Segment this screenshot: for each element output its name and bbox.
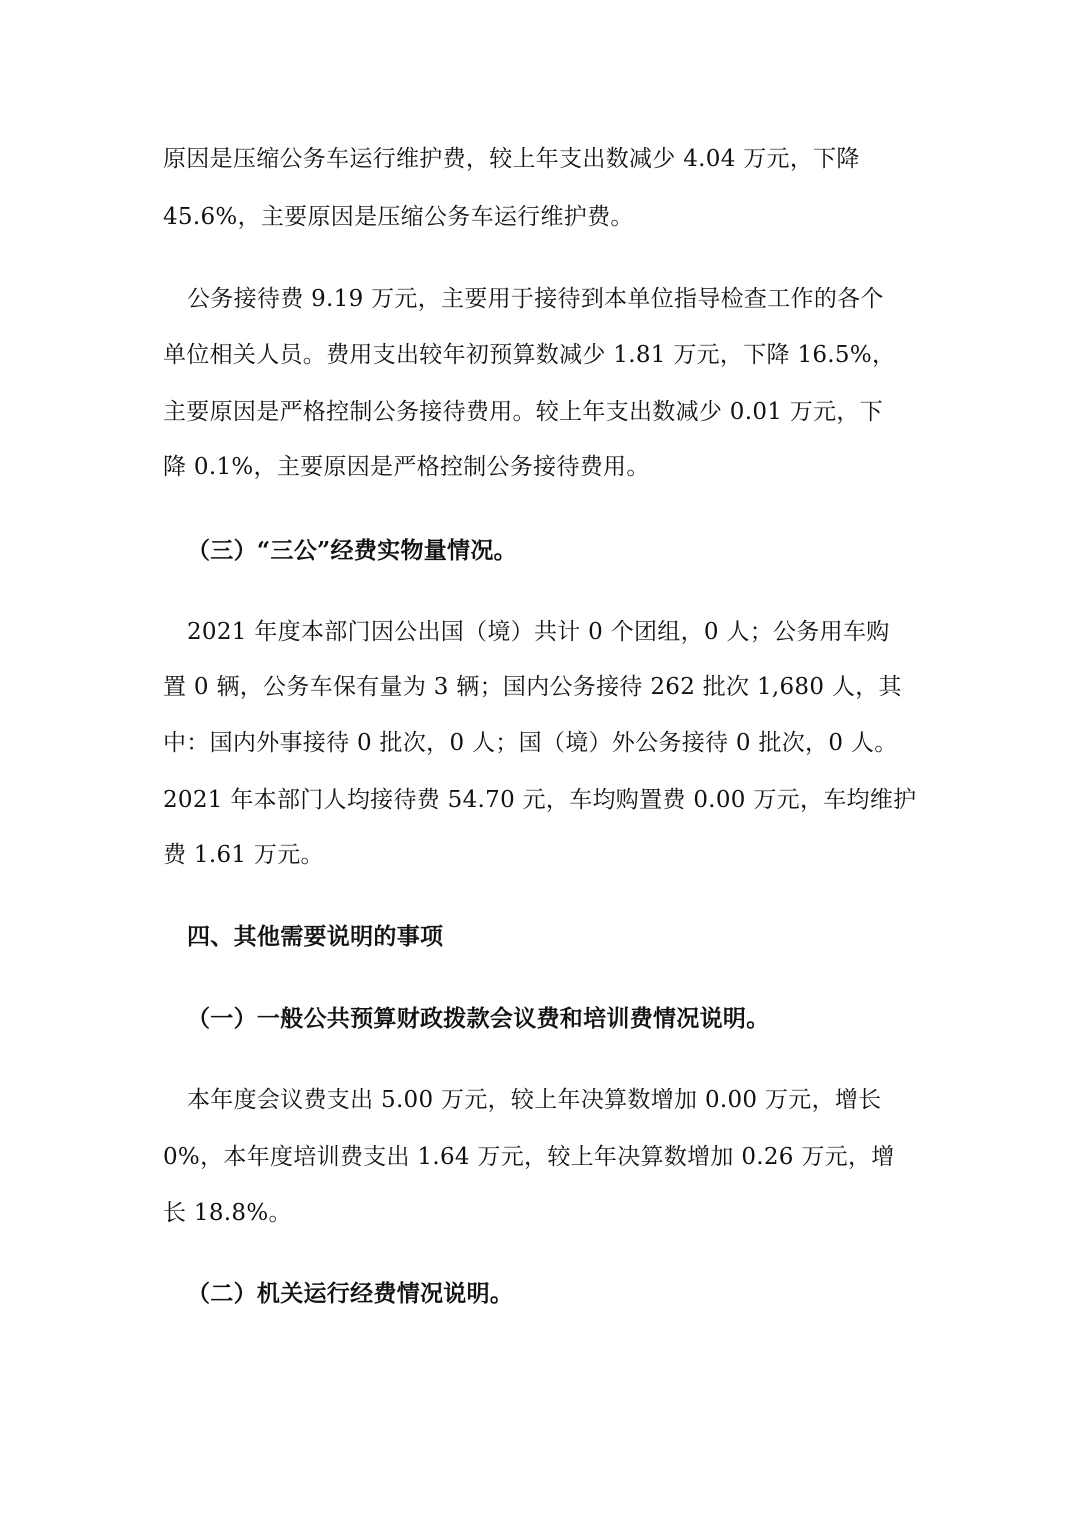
- paragraph-2-line-1: 公务接待费 9.19 万元，主要用于接待到本单位指导检查工作的各个: [187, 286, 884, 312]
- section-heading-other-matters: 四、其他需要说明的事项: [187, 923, 444, 950]
- paragraph-1-line-1: 原因是压缩公务车运行维护费，较上年支出数减少 4.04 万元，下降: [163, 146, 860, 172]
- section-heading-three-public-expenses: （三）“三公”经费实物量情况。: [187, 537, 517, 564]
- subsection-heading-operating-expenses: （二）机关运行经费情况说明。: [187, 1280, 514, 1307]
- paragraph-3-line-1: 2021 年度本部门因公出国（境）共计 0 个团组，0 人；公务用车购: [187, 619, 890, 645]
- paragraph-4-line-3: 长 18.8%。: [163, 1200, 292, 1226]
- paragraph-2-line-3: 主要原因是严格控制公务接待费用。较上年支出数减少 0.01 万元，下: [163, 399, 884, 425]
- paragraph-3-line-3: 中：国内外事接待 0 批次，0 人；国（境）外公务接待 0 批次，0 人。: [163, 730, 898, 756]
- subsection-heading-meeting-training: （一）一般公共预算财政拨款会议费和培训费情况说明。: [187, 1005, 770, 1032]
- paragraph-3-line-2: 置 0 辆，公务车保有量为 3 辆；国内公务接待 262 批次 1,680 人，其: [163, 674, 902, 700]
- paragraph-3-line-5: 费 1.61 万元。: [163, 842, 324, 868]
- paragraph-4-line-1: 本年度会议费支出 5.00 万元，较上年决算数增加 0.00 万元，增长: [187, 1087, 882, 1113]
- paragraph-2-line-4: 降 0.1%，主要原因是严格控制公务接待费用。: [163, 454, 650, 480]
- paragraph-3-line-4: 2021 年本部门人均接待费 54.70 元，车均购置费 0.00 万元，车均维护: [163, 787, 917, 813]
- paragraph-1-line-2: 45.6%，主要原因是压缩公务车运行维护费。: [163, 204, 634, 230]
- paragraph-4-line-2: 0%，本年度培训费支出 1.64 万元，较上年决算数增加 0.26 万元，增: [163, 1144, 895, 1170]
- paragraph-2-line-2: 单位相关人员。费用支出较年初预算数减少 1.81 万元，下降 16.5%，: [163, 342, 896, 368]
